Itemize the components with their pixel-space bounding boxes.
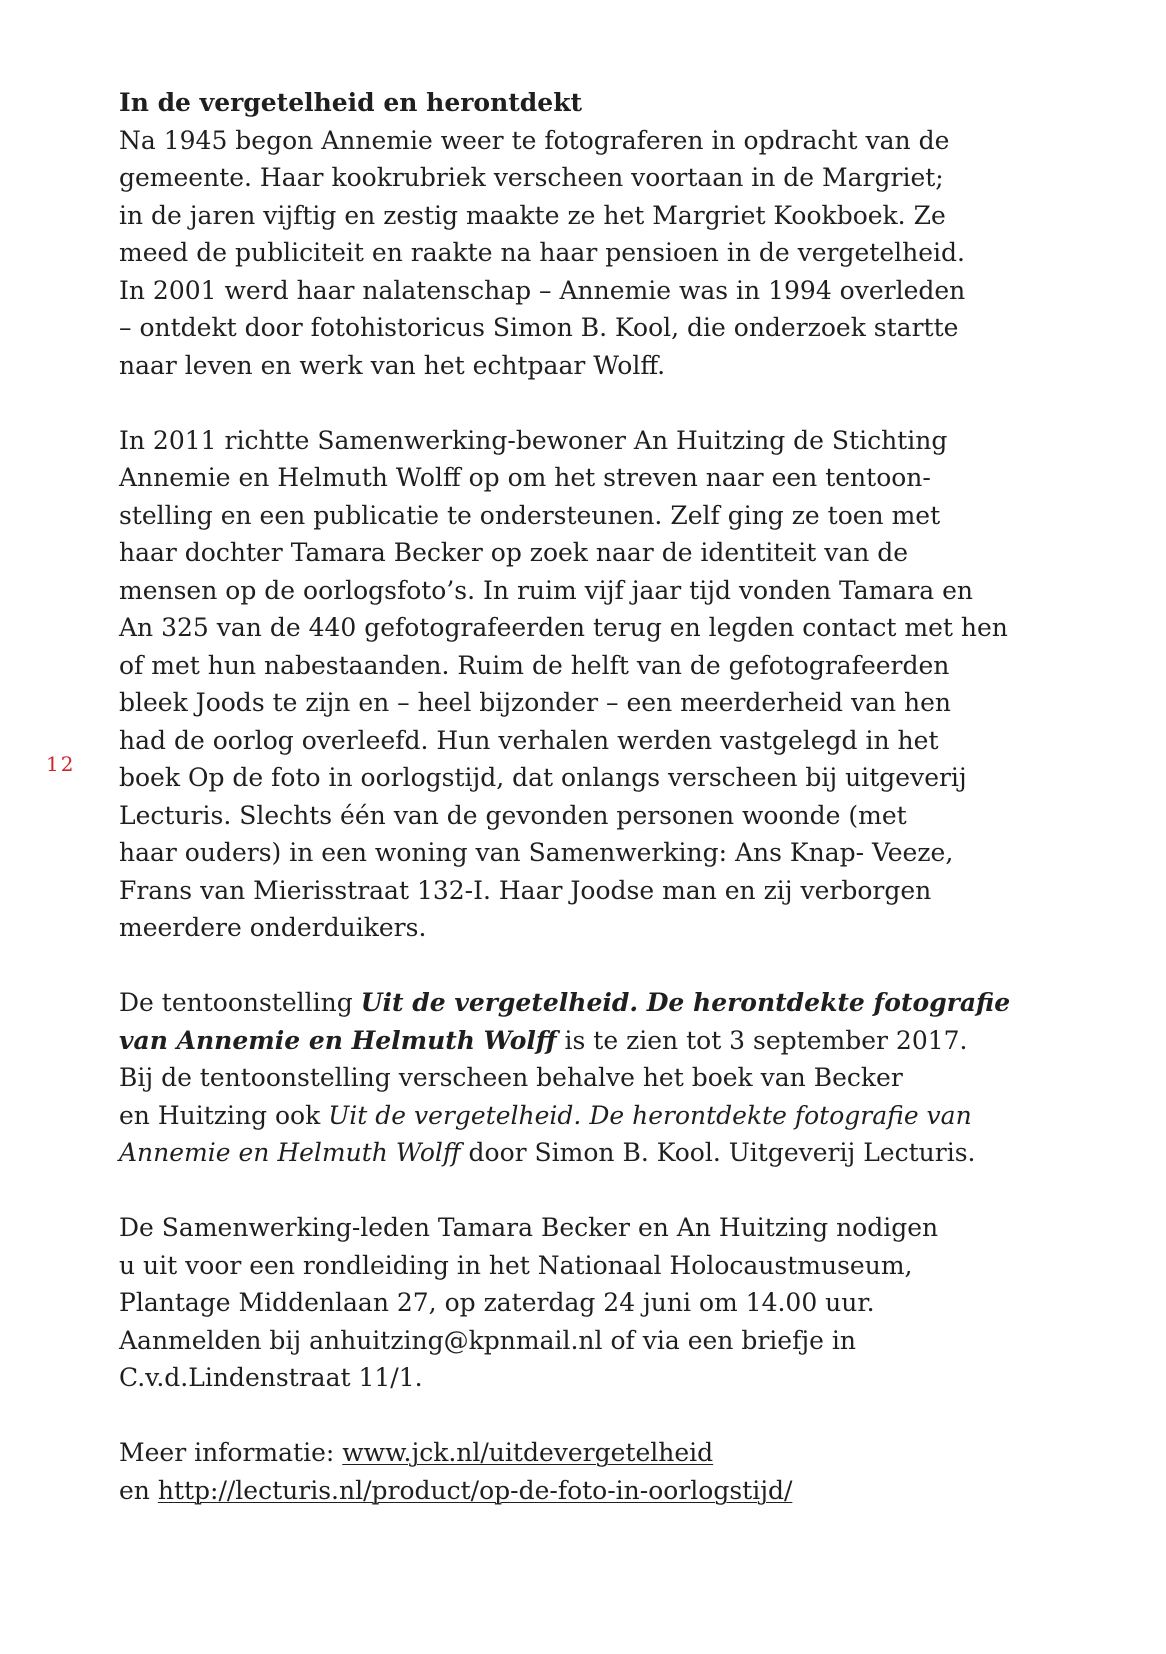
- exhibition-title: Uit de vergetelheid. De herontdekte fotografie: [360, 988, 1011, 1017]
- text-line: In 2001 werd haar nalatenschap – Annemie was in 1994 overleden: [119, 275, 966, 305]
- text-line: of met hun nabestaanden. Ruim de helft van de gefotografeerden: [119, 650, 950, 680]
- text-line: [119, 1472, 999, 1510]
- text-line: Frans van Mierisstraat 132-I. Haar Joodse man en zij verborgen: [119, 875, 932, 905]
- text-run: en Huitzing ook: [119, 1100, 329, 1130]
- text-line: [119, 1097, 999, 1135]
- text-line: [119, 1022, 999, 1060]
- text-run: is te zien tot 3 september 2017.: [556, 1025, 968, 1055]
- text-line: u uit voor een rondleiding in het Nationaal Holocaustmuseum,: [119, 1250, 913, 1280]
- text-line: Lecturis. Slechts één van de gevonden personen woonde (met: [119, 800, 907, 830]
- text-line: C.v.d.Lindenstraat 11/1.: [119, 1363, 423, 1392]
- book-title: Annemie en Helmuth Wolff: [119, 1138, 461, 1167]
- text-line: had de oorlog overleefd. Hun verhalen werden vastgelegd in het: [119, 725, 939, 755]
- text-line: – ontdekt door fotohistoricus Simon B. Kool, die onderzoek startte: [119, 313, 959, 342]
- paragraph-5: [119, 1434, 999, 1509]
- text-line: mensen op de oorlogsfoto’s. In ruim vijf jaar tijd vonden Tamara en: [119, 575, 973, 605]
- text-line: [119, 1434, 999, 1472]
- jck-link[interactable]: www.jck.nl/uitdevergetelheid: [342, 1438, 714, 1467]
- text-line: naar leven en werk van het echtpaar Wolff.: [119, 350, 666, 380]
- text-line: Aanmelden bij anhuitzing@kpnmail.nl of via een briefje in: [119, 1325, 856, 1355]
- text-run: Meer informatie:: [119, 1438, 343, 1467]
- exhibition-title: van Annemie en Helmuth Wolff: [119, 1025, 557, 1055]
- text-run: De tentoonstelling: [119, 988, 361, 1017]
- paragraph-1: [119, 84, 999, 384]
- text-line: [119, 1134, 999, 1172]
- section-heading: In de vergetelheid en herontdekt: [119, 88, 583, 117]
- text-line: Plantage Middenlaan 27, op zaterdag 24 juni om 14.00 uur.: [119, 1288, 875, 1317]
- text-line: boek Op de foto in oorlogstijd, dat onlangs verscheen bij uitgeverij: [119, 763, 967, 792]
- text-line: meerdere onderduikers.: [119, 913, 427, 942]
- text-line: stelling en een publicatie te ondersteunen. Zelf ging ze toen met: [119, 500, 941, 530]
- paragraph-4: [119, 1209, 999, 1397]
- text-line: De Samenwerking-leden Tamara Becker en An Huitzing nodigen: [119, 1213, 939, 1242]
- text-line: Annemie en Helmuth Wolff op om het streven naar een tentoon-: [119, 463, 931, 492]
- text-run: en: [119, 1475, 158, 1505]
- text-line: [119, 984, 1011, 1022]
- text-line: gemeente. Haar kookrubriek verscheen voortaan in de Margriet;: [119, 163, 944, 192]
- text-line: haar dochter Tamara Becker op zoek naar de identiteit van de: [119, 538, 909, 567]
- text-line: Bij de tentoonstelling verscheen behalve het boek van Becker: [119, 1063, 903, 1092]
- article-body: [119, 84, 1011, 1509]
- book-title: Uit de vergetelheid. De herontdekte fotografie van: [328, 1100, 972, 1130]
- text-line: In 2011 richtte Samenwerking-bewoner An Huitzing de Stichting: [119, 425, 948, 455]
- paragraph-3: [119, 984, 1011, 1172]
- text-line: meed de publiciteit en raakte na haar pensioen in de vergetelheid.: [119, 238, 965, 267]
- text-line: haar ouders) in een woning van Samenwerking: Ans Knap- Veeze,: [119, 838, 954, 867]
- text-line: bleek Joods te zijn en – heel bijzonder – een meerderheid van hen: [119, 688, 952, 717]
- text-run: door Simon B. Kool. Uitgeverij Lecturis.: [460, 1138, 976, 1167]
- text-line: in de jaren vijftig en zestig maakte ze het Margriet Kookboek. Ze: [119, 200, 946, 230]
- page-number: 12: [46, 752, 76, 776]
- paragraph-2: [119, 422, 1008, 947]
- text-line: Na 1945 begon Annemie weer te fotograferen in opdracht van de: [119, 125, 950, 155]
- lecturis-link[interactable]: http://lecturis.nl/product/op-de-foto-in-oorlogstijd/: [157, 1475, 793, 1505]
- text-line: An 325 van de 440 gefotografeerden terug en legden contact met hen: [119, 613, 1008, 642]
